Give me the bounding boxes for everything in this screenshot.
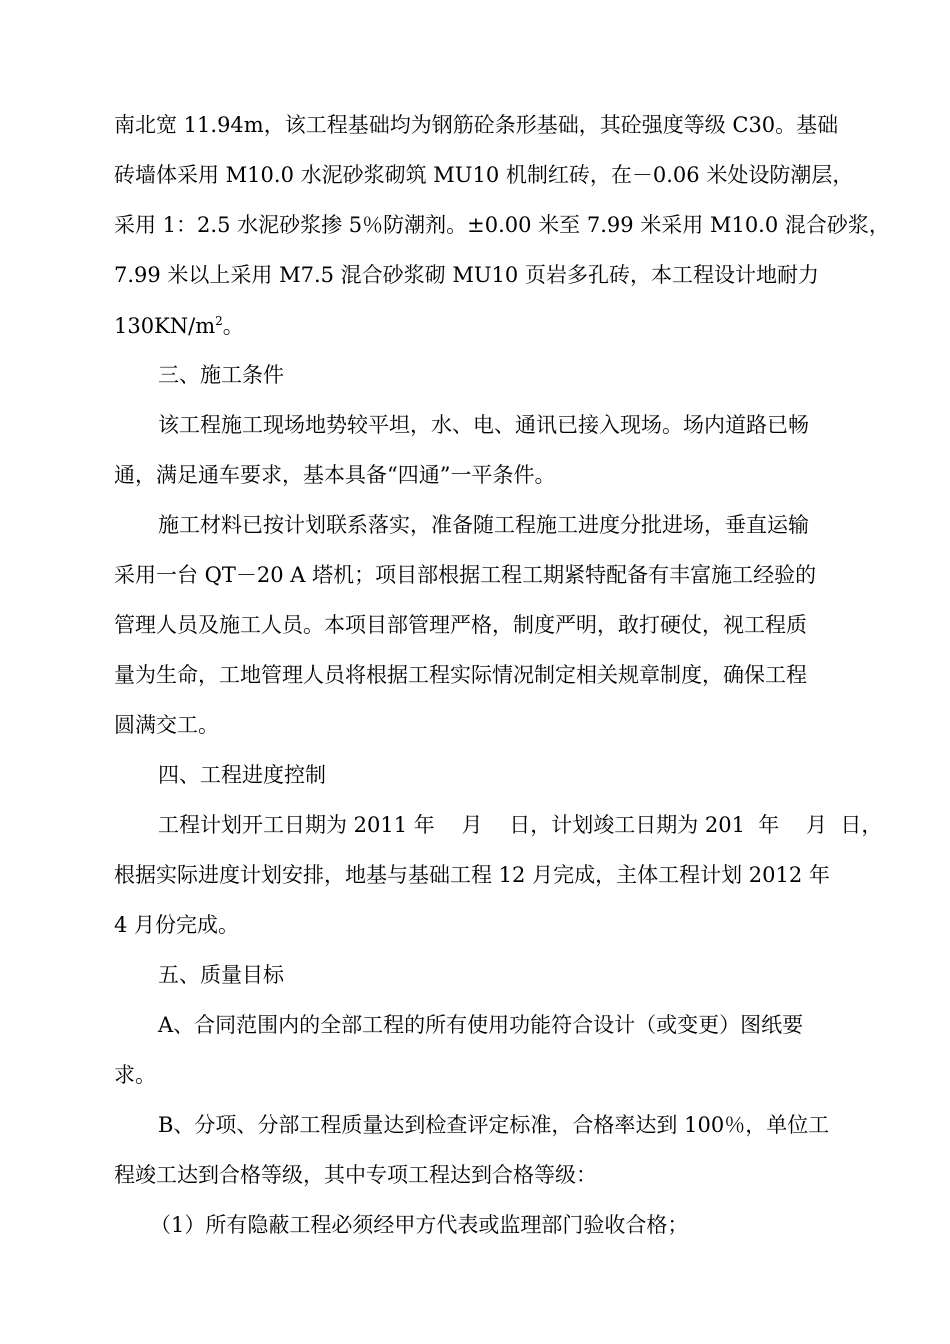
text-line: 4 月份完成。 — [114, 913, 240, 937]
text-line: 工程计划开工日期为 2011 年 月 日，计划竣工日期为 201 年 月 日， — [158, 813, 883, 837]
text-line: 管理人员及施工人员。本项目部管理严格，制度严明，敢打硬仗，视工程质 — [114, 613, 807, 637]
bearing-capacity-value: 130KN/m — [114, 314, 216, 338]
text-line: 7.99 米以上采用 M7.5 混合砂浆砌 MU10 页岩多孔砖，本工程设计地耐力 — [114, 263, 819, 287]
text-line: 圆满交工。 — [114, 713, 219, 737]
text-line: 求。 — [114, 1063, 156, 1087]
text-line: 南北宽 11.94m，该工程基础均为钢筋砼条形基础，其砼强度等级 C30。基础 — [114, 113, 839, 137]
text-line: 根据实际进度计划安排，地基与基础工程 12 月完成，主体工程计划 2012 年 — [114, 863, 830, 887]
period: 。 — [222, 314, 244, 338]
text-line: 砖墙体采用 M10.0 水泥砂浆砌筑 MU10 机制红砖，在－0.06 米处设防潮层， — [114, 163, 854, 187]
text-line: 该工程施工现场地势较平坦，水、电、通讯已接入现场。场内道路已畅 — [158, 413, 809, 437]
text-line: A、合同范围内的全部工程的所有使用功能符合设计（或变更）图纸要 — [158, 1013, 804, 1037]
superscript: 2 — [215, 314, 223, 328]
text-line: 采用 1：2.5 水泥砂浆掺 5％防潮剂。±0.00 米至 7.99 米采用 M10.0 混合砂浆， — [114, 213, 890, 237]
text-line — [114, 315, 244, 337]
text-line: 通，满足通车要求，基本具备“四通”一平条件。 — [114, 463, 556, 487]
text-line: 采用一台 QT－20 A 塔机；项目部根据工程工期紧特配备有丰富施工经验的 — [114, 563, 817, 587]
text-line: B、分项、分部工程质量达到检查评定标准，合格率达到 100％，单位工 — [158, 1113, 830, 1137]
section-heading: 五、质量目标 — [158, 963, 284, 987]
text-line: 施工材料已按计划联系落实，准备随工程施工进度分批进场，垂直运输 — [158, 513, 809, 537]
list-item: （1）所有隐蔽工程必须经甲方代表或监理部门验收合格； — [150, 1213, 689, 1237]
text-line: 量为生命，工地管理人员将根据工程实际情况制定相关规章制度，确保工程 — [114, 663, 807, 687]
text-line: 程竣工达到合格等级，其中专项工程达到合格等级： — [114, 1163, 597, 1187]
section-heading: 四、工程进度控制 — [158, 763, 326, 787]
section-heading: 三、施工条件 — [158, 363, 284, 387]
